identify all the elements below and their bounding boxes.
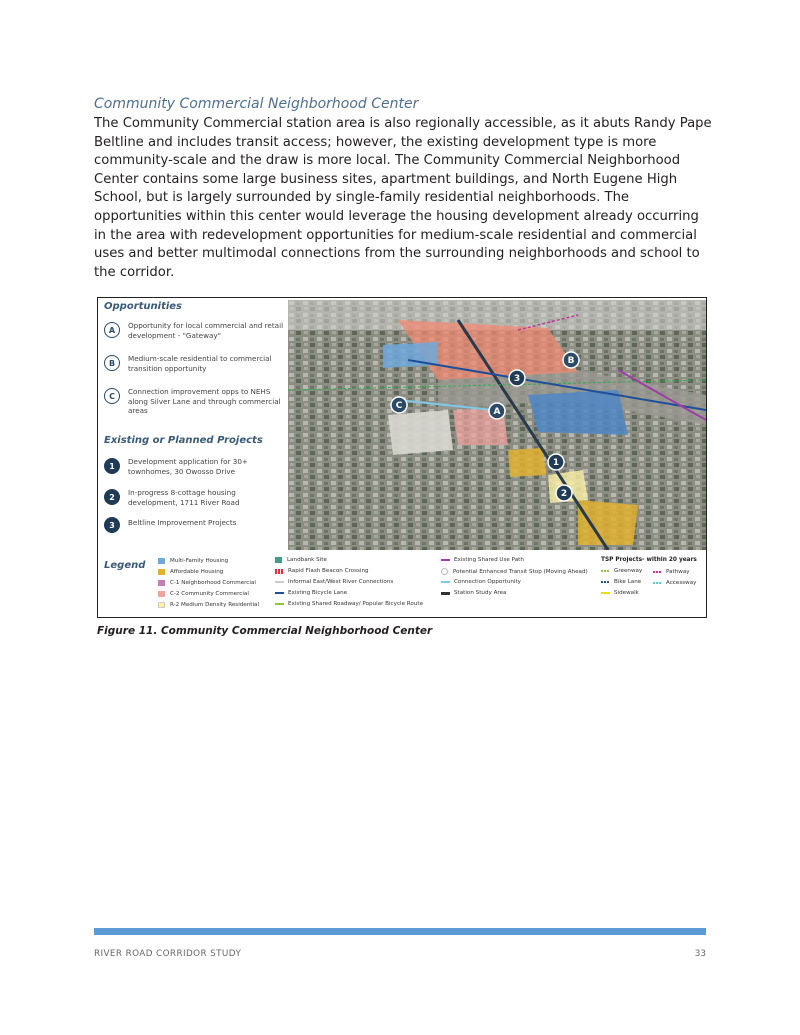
- figure-key-panel: [98, 298, 288, 548]
- opportunity-text: Opportunity for local commercial and retail development - "Gateway": [128, 321, 284, 340]
- swatch-icon: [158, 591, 165, 597]
- swatch-icon: [158, 580, 165, 586]
- legend-item: C-1 Neighborhood Commercial: [158, 580, 256, 586]
- swatch-icon: [158, 558, 165, 564]
- projects-title: Existing or Planned Projects: [104, 435, 263, 446]
- line-icon: [601, 581, 610, 583]
- line-icon: [275, 581, 284, 583]
- line-icon: [275, 592, 284, 594]
- line-icon: [441, 592, 450, 595]
- tsp-title: TSP Projects- within 20 years: [601, 557, 697, 563]
- legend-item: Potential Enhanced Transit Stop (Moving Ahead): [441, 568, 588, 575]
- opportunity-text: Connection improvement opps to NEHS along Silver Lane and through commercial areas: [128, 387, 281, 415]
- legend-item: Bike Lane: [601, 579, 641, 585]
- legend-title: Legend: [104, 560, 146, 571]
- legend-item: Station Study Area: [441, 590, 506, 596]
- footer-title: RIVER ROAD CORRIDOR STUDY: [94, 949, 242, 959]
- line-icon: [601, 592, 610, 594]
- legend-item: R-2 Medium Density Residential: [158, 602, 259, 608]
- project-item-2: [104, 488, 284, 507]
- legend-item: Existing Bicycle Lane: [275, 590, 347, 596]
- map-legend: [98, 550, 706, 618]
- marker-a-icon: A: [104, 322, 120, 338]
- legend-item: Rapid Flash Beacon Crossing: [275, 568, 369, 574]
- marker-c-icon: C: [104, 388, 120, 404]
- legend-item: Sidewalk: [601, 590, 639, 596]
- swatch-icon: [158, 569, 165, 575]
- legend-item: Multi-Family Housing: [158, 558, 228, 564]
- marker-1-icon: 1: [104, 458, 120, 474]
- marker-b-icon: B: [104, 355, 120, 371]
- map-marker-c: C: [395, 401, 403, 411]
- map-marker-2: 2: [560, 489, 568, 499]
- opportunity-item-c: [104, 387, 284, 416]
- marker-2-icon: 2: [104, 489, 120, 505]
- line-icon: [275, 603, 284, 605]
- legend-item: Landbank Site: [275, 557, 327, 563]
- figure-map: [97, 297, 707, 618]
- legend-item: Pathway: [653, 569, 690, 575]
- line-icon: [653, 582, 662, 584]
- map-marker-3: 3: [513, 374, 521, 384]
- project-text: Development application for 30+ townhomes, 30 Owosso Drive: [128, 457, 248, 476]
- line-icon: [441, 559, 450, 561]
- marker-3-icon: 3: [104, 517, 120, 533]
- section-body: The Community Commercial station area is also regionally accessible, as it abuts Randy Pape Beltline and includes transit access; however, the existing development type is more community-scale and the draw is more local. The Community Commercial Neighborhood Center contains some large business sites, apartment buildings, and North Eugene High School, but is largely surrounded by single-family residential neighborhoods. The opportunities within this center would leverage the housing development already occurring in the area with redevelopment opportunities for medium-scale residential and commercial uses and better multimodal connections from the surrounding neighborhoods and school to the corridor.: [94, 116, 712, 280]
- legend-item: Existing Shared Use Path: [441, 557, 524, 563]
- opportunity-item-a: [104, 321, 284, 340]
- footer-rule: [94, 928, 706, 935]
- opportunity-text: Medium-scale residential to commercial transition opportunity: [128, 354, 272, 373]
- line-icon: [653, 571, 662, 573]
- aerial-map-image: [288, 300, 706, 550]
- legend-item: Greenway: [601, 568, 642, 574]
- legend-item: Affordable Housing: [158, 569, 223, 575]
- project-item-1: [104, 457, 284, 476]
- figure-caption: Figure 11. Community Commercial Neighborhood Center: [97, 625, 433, 637]
- map-marker-1: 1: [552, 458, 560, 468]
- transit-stop-icon: [441, 568, 448, 575]
- project-item-3: [104, 516, 284, 533]
- map-marker-a: A: [493, 407, 501, 417]
- beacon-icon: [275, 569, 284, 574]
- opportunity-item-b: [104, 354, 284, 373]
- line-icon: [441, 581, 450, 583]
- legend-item: Accessway: [653, 580, 696, 586]
- legend-item: Connection Opportunity: [441, 579, 521, 585]
- page-number: 33: [694, 949, 706, 959]
- legend-item: C-2 Community Commercial: [158, 591, 249, 597]
- legend-item: Informal East/West River Connections: [275, 579, 393, 585]
- swatch-icon: [158, 602, 165, 608]
- swatch-icon: [275, 557, 282, 563]
- line-icon: [601, 570, 610, 572]
- project-text: Beltline Improvement Projects: [128, 518, 237, 527]
- project-text: In-progress 8-cottage housing development, 1711 River Road: [128, 488, 240, 507]
- section-heading: Community Commercial Neighborhood Center: [94, 96, 419, 112]
- opportunities-title: Opportunities: [104, 301, 183, 312]
- map-marker-b: B: [567, 356, 575, 366]
- legend-item: Existing Shared Roadway/ Popular Bicycle Route: [275, 601, 423, 607]
